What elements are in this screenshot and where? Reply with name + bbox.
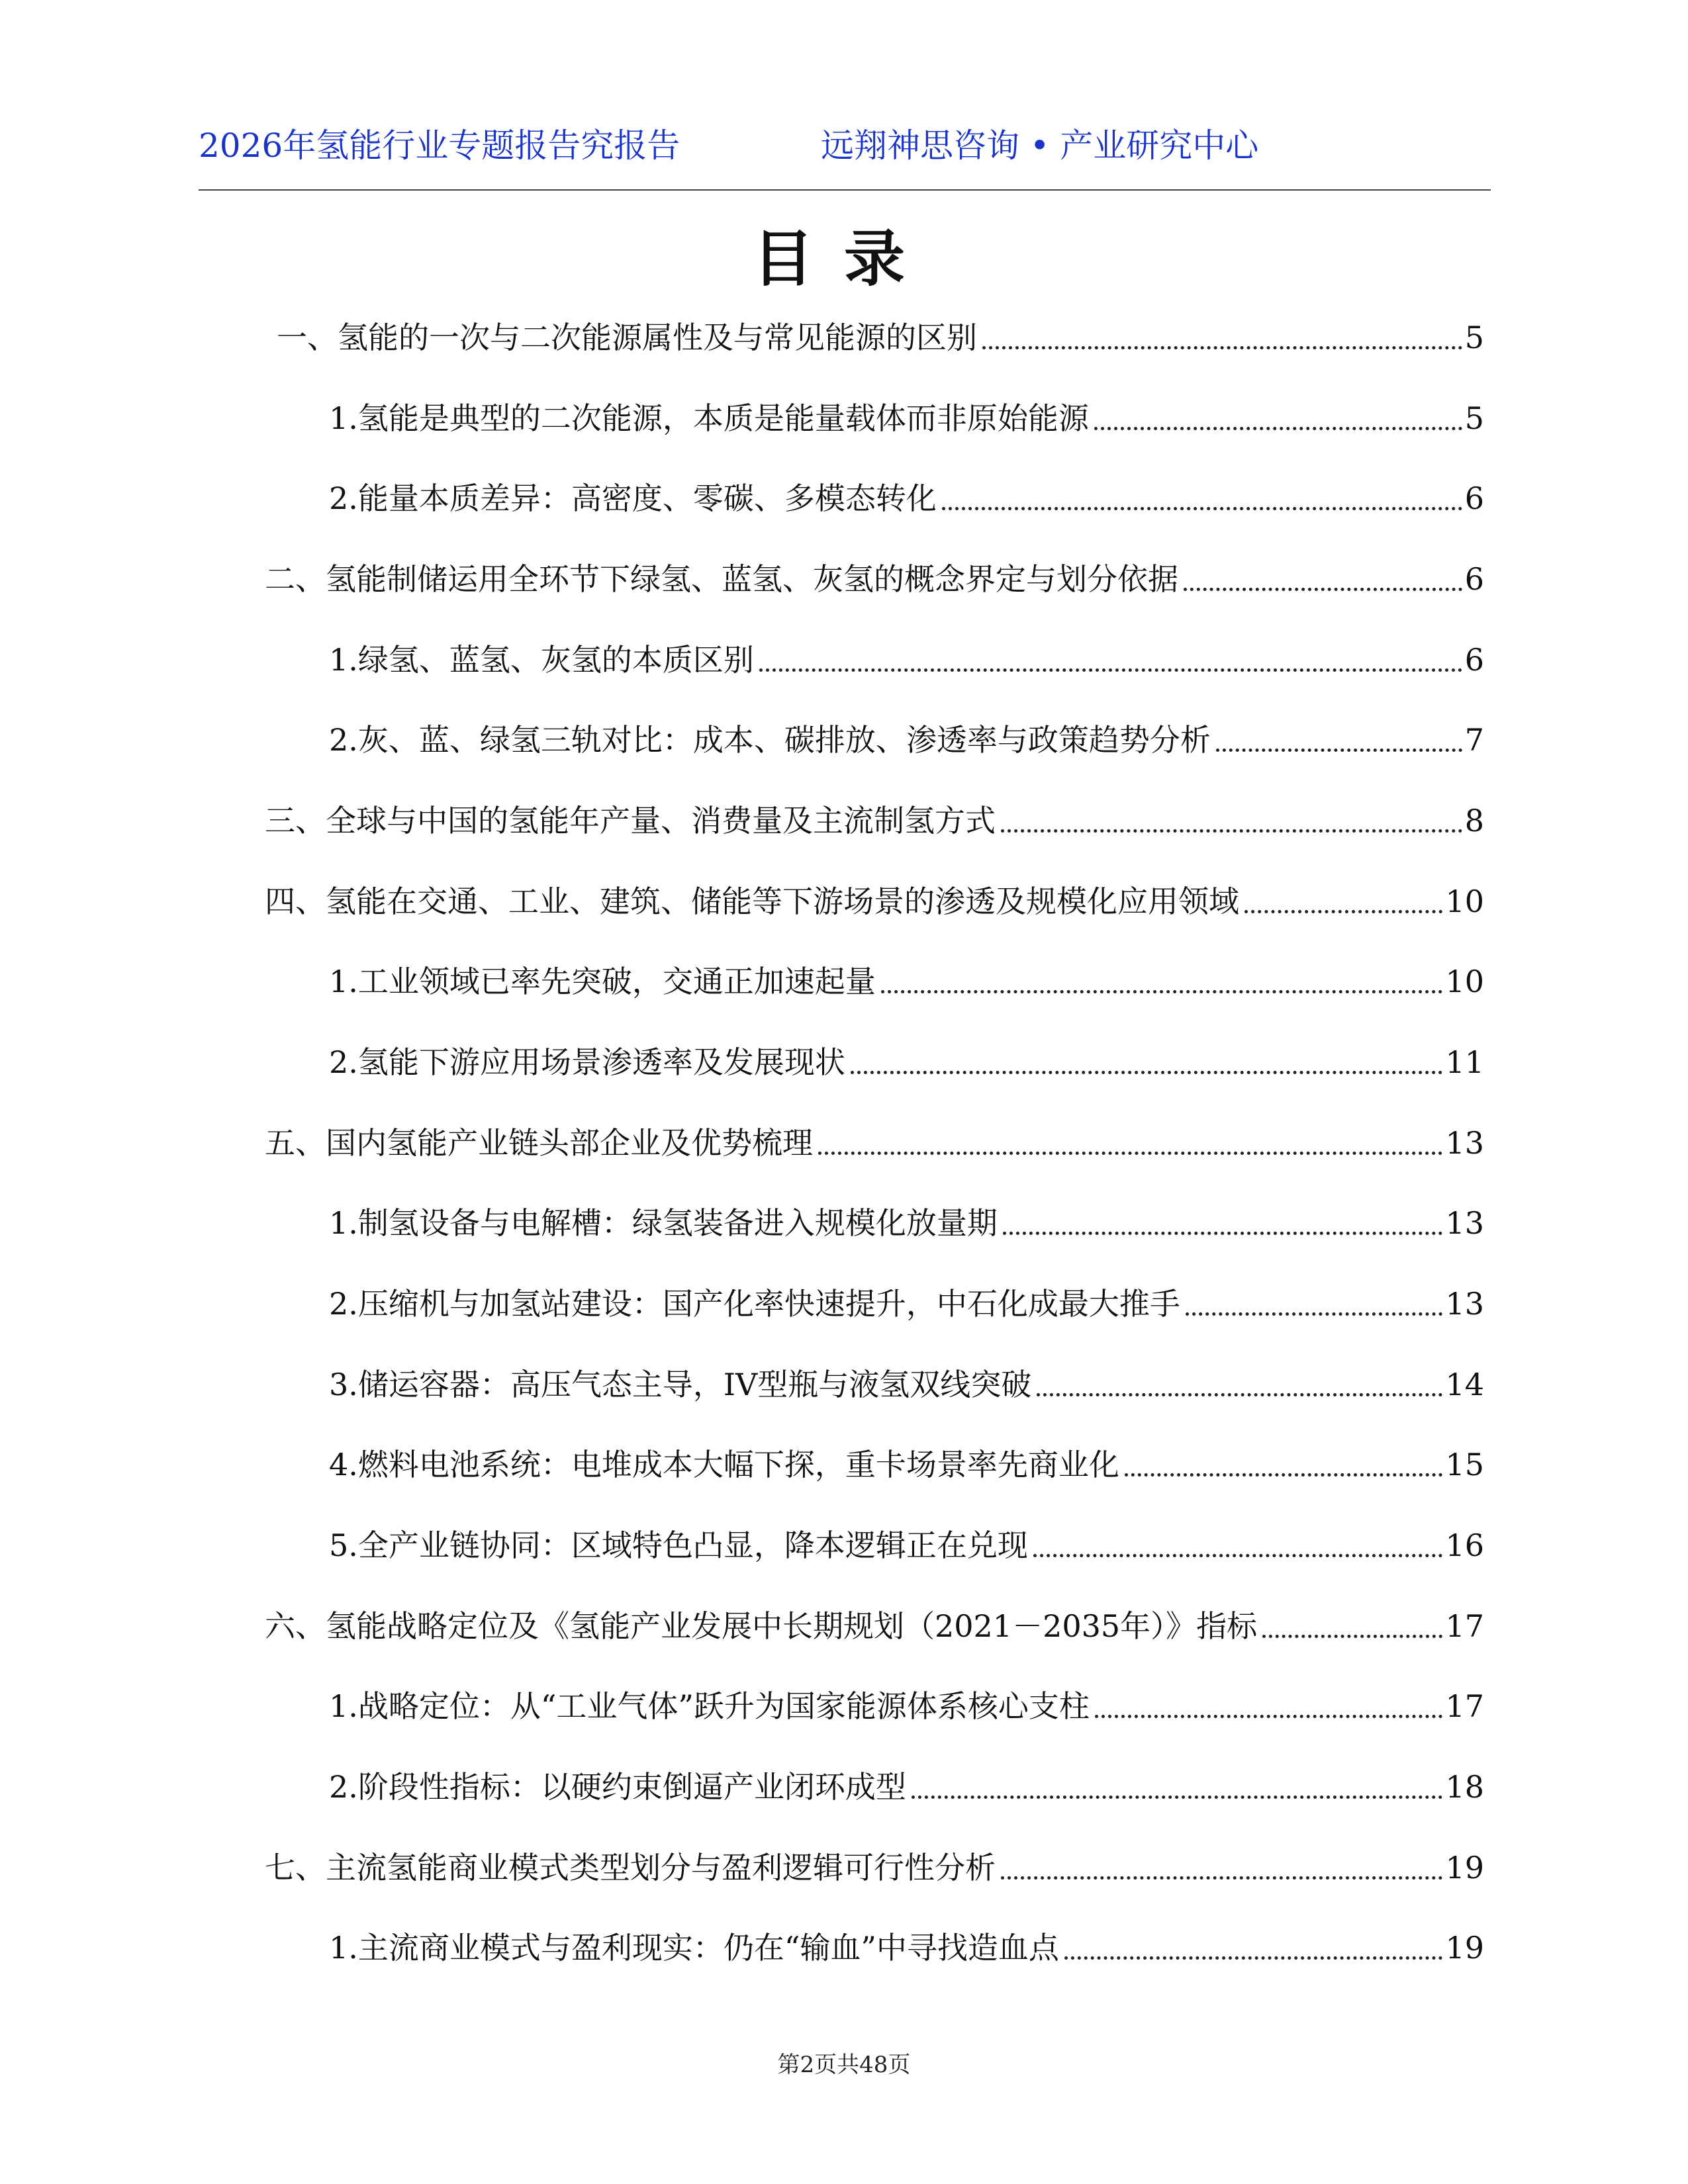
toc-page-number: 5 [1464, 320, 1484, 355]
dot-leader [1095, 1715, 1443, 1718]
dot-leader [1216, 749, 1462, 752]
toc-entry-text: 2.压缩机与加氢站建设：国产化率快速提升，中石化成最大推手 [329, 1286, 1180, 1322]
dot-leader [912, 1796, 1443, 1799]
running-header [199, 113, 1489, 165]
toc-entry-5-2[interactable] [329, 1277, 1484, 1324]
toc-title: 目录 [752, 223, 935, 295]
toc-page-number: 10 [1445, 884, 1484, 919]
toc-entry-text: 三、全球与中国的氢能年产量、消费量及主流制氢方式 [265, 803, 996, 839]
toc-entry-text: 七、主流氢能商业模式类型划分与盈利逻辑可行性分析 [265, 1850, 996, 1886]
toc-page-number: 6 [1464, 642, 1484, 678]
header-divider [199, 189, 1491, 191]
dot-leader [1001, 1876, 1442, 1880]
dot-leader [1001, 829, 1462, 833]
toc-entry-text: 2.能量本质差异：高密度、零碳、多模态转化 [329, 480, 937, 516]
toc-entry-text: 五、国内氢能产业链头部企业及优势梳理 [265, 1125, 813, 1161]
dot-leader [982, 346, 1462, 349]
dot-leader [1094, 427, 1462, 430]
toc-entry-5-4[interactable] [329, 1438, 1484, 1484]
toc-entry-5-3[interactable] [329, 1358, 1484, 1404]
toc-entry-4-1[interactable] [329, 955, 1484, 1001]
toc-page-number: 6 [1464, 561, 1484, 597]
toc-entry-1-1[interactable] [329, 392, 1484, 438]
toc-entry-text: 1.主流商业模式与盈利现实：仍在“输血”中寻找造血点 [329, 1930, 1059, 1966]
toc-entry-text: 一、氢能的一次与二次能源属性及与常见能源的区别 [277, 320, 977, 355]
toc-entry-text: 六、氢能战略定位及《氢能产业发展中长期规划（2021－2035年）》指标 [265, 1608, 1258, 1644]
dot-leader [818, 1152, 1442, 1155]
dot-leader [881, 990, 1443, 993]
toc-entry-text: 二、氢能制储运用全环节下绿氢、蓝氢、灰氢的概念界定与划分依据 [265, 561, 1178, 597]
toc-entry-text: 1.氢能是典型的二次能源，本质是能量载体而非原始能源 [329, 400, 1089, 436]
toc-entry-2-2[interactable] [329, 713, 1484, 760]
dot-leader [1125, 1473, 1443, 1477]
toc-page-number: 11 [1445, 1044, 1484, 1080]
dot-leader [1037, 1393, 1442, 1396]
dot-leader [1064, 1956, 1443, 1960]
toc-page-number: 8 [1464, 803, 1484, 839]
toc-page-number: 19 [1445, 1850, 1484, 1886]
toc-entry-text: 4.燃料电池系统：电堆成本大幅下探，重卡场景率先商业化 [329, 1447, 1119, 1482]
dot-leader [942, 507, 1462, 510]
toc-entry-3[interactable] [265, 794, 1484, 841]
dot-leader [1003, 1232, 1443, 1235]
toc-page-number: 7 [1464, 722, 1484, 758]
toc-entry-text: 3.储运容器：高压气态主导，IV型瓶与液氢双线突破 [329, 1367, 1032, 1402]
toc-entry-6-1[interactable] [329, 1680, 1484, 1726]
toc-entry-1-2[interactable] [329, 472, 1484, 518]
toc-entry-text: 四、氢能在交通、工业、建筑、储能等下游场景的渗透及规模化应用领域 [265, 884, 1239, 919]
dot-leader [851, 1071, 1443, 1074]
toc-page-number: 6 [1464, 480, 1484, 516]
toc-entry-text: 1.战略定位：从“工业气体”跃升为国家能源体系核心支柱 [329, 1688, 1090, 1724]
dot-leader [1184, 588, 1462, 591]
toc-entry-5[interactable] [265, 1116, 1484, 1163]
dot-leader [1186, 1312, 1443, 1316]
toc-entry-2-1[interactable] [329, 633, 1484, 680]
toc-entry-text: 2.灰、蓝、绿氢三轨对比：成本、碳排放、渗透率与政策趋势分析 [329, 722, 1211, 758]
toc-page-number: 17 [1445, 1688, 1484, 1724]
dot-leader [759, 668, 1462, 672]
toc-page-number: 5 [1464, 400, 1484, 436]
dot-leader [1244, 910, 1442, 913]
toc-page-number: 10 [1445, 964, 1484, 999]
toc-entry-1[interactable] [277, 311, 1484, 357]
toc-page-number: 14 [1445, 1367, 1484, 1402]
toc-entry-text: 1.绿氢、蓝氢、灰氢的本质区别 [329, 642, 754, 678]
toc-page-number: 19 [1445, 1930, 1484, 1966]
page-footer: 第2页共48页 [777, 2052, 911, 2078]
toc-page-number: 13 [1445, 1286, 1484, 1322]
dot-leader [1262, 1635, 1442, 1638]
toc-page-number: 13 [1445, 1125, 1484, 1161]
toc-entry-text: 2.氢能下游应用场景渗透率及发展现状 [329, 1044, 845, 1080]
header-organization: 远翔神思咨询 • 产业研究中心 [821, 126, 1259, 165]
header-report-title: 2026年氢能行业专题报告究报告 [199, 126, 680, 165]
toc-entry-5-5[interactable] [329, 1519, 1484, 1565]
toc-entry-text: 5.全产业链协同：区域特色凸显，降本逻辑正在兑现 [329, 1527, 1028, 1563]
toc-entry-text: 2.阶段性指标：以硬约束倒逼产业闭环成型 [329, 1769, 906, 1805]
toc-page-number: 15 [1445, 1447, 1484, 1482]
toc-entry-7[interactable] [265, 1841, 1484, 1888]
toc-entry-text: 1.工业领域已率先突破，交通正加速起量 [329, 964, 876, 999]
toc-entry-7-1[interactable] [329, 1921, 1484, 1968]
toc-entry-4-2[interactable] [329, 1036, 1484, 1082]
toc-page-number: 17 [1445, 1608, 1484, 1644]
toc-page-number: 18 [1445, 1769, 1484, 1805]
toc-entry-6[interactable] [265, 1600, 1484, 1646]
dot-leader [1033, 1554, 1443, 1557]
toc-entry-4[interactable] [265, 875, 1484, 921]
toc-entry-5-1[interactable] [329, 1197, 1484, 1243]
toc-entry-6-2[interactable] [329, 1760, 1484, 1807]
toc-entry-2[interactable] [265, 553, 1484, 599]
toc-page-number: 13 [1445, 1205, 1484, 1241]
toc-page-number: 16 [1445, 1527, 1484, 1563]
toc-entry-text: 1.制氢设备与电解槽：绿氢装备进入规模化放量期 [329, 1205, 998, 1241]
